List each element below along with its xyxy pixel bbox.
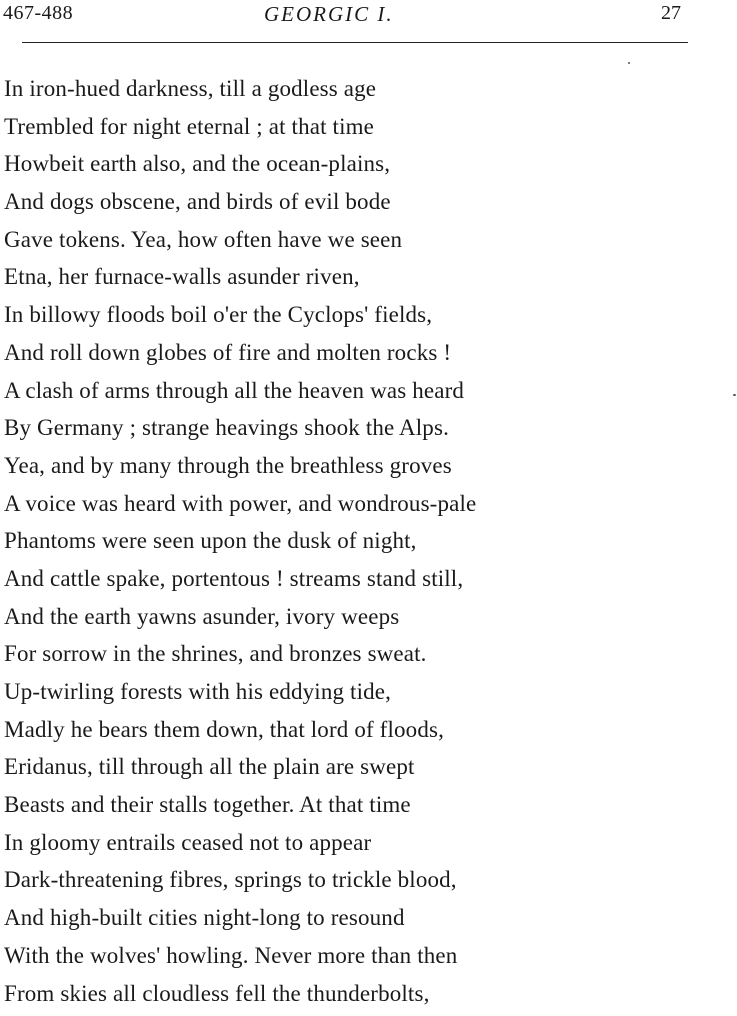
verse-line: And the earth yawns asunder, ivory weeps: [4, 603, 400, 629]
verse-line: In gloomy entrails ceased not to appear: [4, 829, 372, 855]
verse-line: Madly he bears them down, that lord of floods,: [4, 716, 444, 742]
scan-speck: [733, 394, 736, 396]
verse-line: For sorrow in the shrines, and bronzes sweat.: [4, 641, 427, 667]
verse-line: Beasts and their stalls together. At that time: [4, 792, 411, 818]
page-number: 27: [661, 2, 681, 24]
verse-line: A voice was heard with power, and wondrous-pale: [4, 490, 477, 516]
verse-line: From skies all cloudless fell the thunderbolts,: [4, 980, 430, 1006]
line-range: 467-488: [3, 2, 74, 24]
scan-speck: [628, 62, 630, 64]
verse-line: In billowy floods boil o'er the Cyclops' fields,: [4, 302, 433, 328]
verse-line: And dogs obscene, and birds of evil bode: [4, 189, 391, 215]
verse-line: Yea, and by many through the breathless groves: [4, 452, 452, 478]
verse-line: Eridanus, till through all the plain are swept: [4, 754, 415, 780]
verse-line: Dark-threatening fibres, springs to trickle blood,: [4, 867, 457, 893]
verse-line: And high-built cities night-long to resound: [4, 905, 405, 931]
verse-line: Etna, her furnace-walls asunder riven,: [4, 264, 360, 290]
verse-block: [4, 70, 724, 1012]
verse-line: Up-twirling forests with his eddying tide,: [4, 679, 392, 704]
verse-line: In iron-hued darkness, till a godless age: [4, 76, 377, 101]
verse-line: Phantoms were seen upon the dusk of night,: [4, 528, 417, 554]
verse-line: Gave tokens. Yea, how often have we seen: [4, 226, 403, 252]
verse-line: Howbeit earth also, and the ocean-plains,: [4, 151, 391, 177]
verse-line: With the wolves' howling. Never more than then: [4, 942, 458, 968]
verse-line: By Germany ; strange heavings shook the Alps.: [4, 415, 449, 441]
verse-line: And cattle spake, portentous ! streams stand still,: [4, 565, 464, 591]
verse-line: And roll down globes of fire and molten rocks !: [4, 339, 452, 365]
header-rule: [22, 42, 688, 43]
verse-line: A clash of arms through all the heaven was heard: [4, 377, 465, 403]
page-header: [0, 0, 737, 30]
verse-line: Trembled for night eternal ; at that time: [4, 113, 375, 139]
running-title: GEORGIC I.: [264, 2, 394, 26]
